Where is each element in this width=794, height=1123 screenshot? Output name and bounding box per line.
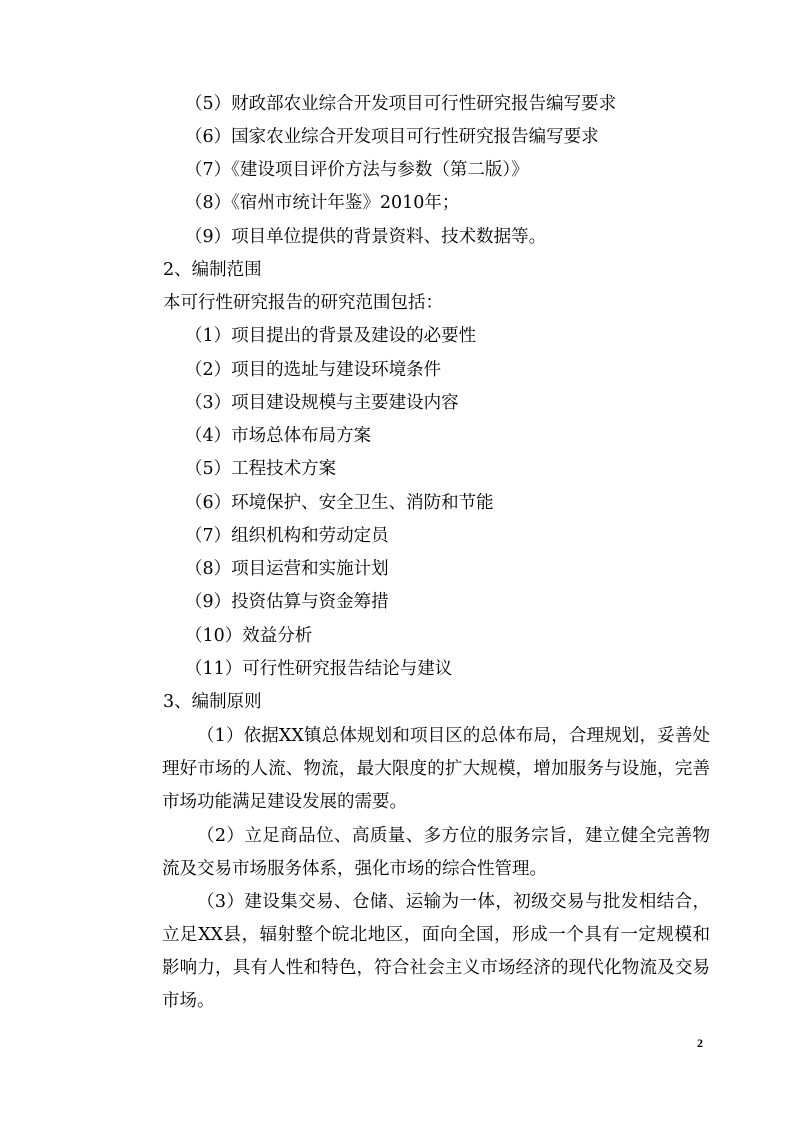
principle-paragraph-1: （1）依据XX镇总体规划和项目区的总体布局，合理规划，妥善处理好市场的人流、物流，最大限度的扩大规模，增加服务与设施，完善市场功能满足建设发展的需要。: [162, 726, 710, 812]
scope-item-9: （9）投资估算与资金筹措: [185, 592, 389, 612]
section-heading-scope: 2、编制范围: [163, 260, 262, 280]
page-number: 2: [697, 1036, 703, 1050]
scope-item-10: （10）效益分析: [185, 626, 313, 646]
ref-item-5: （5）财政部农业综合开发项目可行性研究报告编写要求: [185, 94, 617, 114]
ref-item-8: （8）《宿州市统计年鉴》2010年；: [185, 193, 460, 213]
principle-paragraph-2: （2）立足商品位、高质量、多方位的服务宗旨，建立健全完善物流及交易市场服务体系，强化市场的综合性管理。: [162, 826, 710, 879]
scope-item-8: （8）项目运营和实施计划: [185, 559, 389, 579]
scope-intro: 本可行性研究报告的研究范围包括：: [163, 293, 443, 313]
ref-item-6: （6）国家农业综合开发项目可行性研究报告编写要求: [185, 127, 599, 147]
scope-item-1: （1）项目提出的背景及建设的必要性: [185, 326, 477, 346]
scope-item-5: （5）工程技术方案: [185, 459, 337, 479]
scope-item-6: （6）环境保护、安全卫生、消防和节能: [185, 493, 494, 513]
ref-item-7: （7）《建设项目评价方法与参数（第二版）》: [185, 160, 529, 180]
scope-item-3: （3）项目建设规模与主要建设内容: [185, 393, 459, 413]
scope-item-2: （2）项目的选址与建设环境条件: [185, 360, 442, 380]
scope-item-7: （7）组织机构和劳动定员: [185, 526, 389, 546]
scope-item-11: （11）可行性研究报告结论与建议: [185, 659, 453, 679]
principle-paragraph-3: （3）建设集交易、仓储、运输为一体，初级交易与批发相结合，立足XX县，辐射整个皖北地区，面向全国，形成一个具有一定规模和影响力，具有人性和特色，符合社会主义市场经济的现代化物流及交易市场。: [162, 892, 710, 1011]
section-heading-principles: 3、编制原则: [163, 692, 262, 712]
scope-item-4: （4）市场总体布局方案: [185, 426, 372, 446]
ref-item-9: （9）项目单位提供的背景资料、技术数据等。: [185, 227, 547, 247]
